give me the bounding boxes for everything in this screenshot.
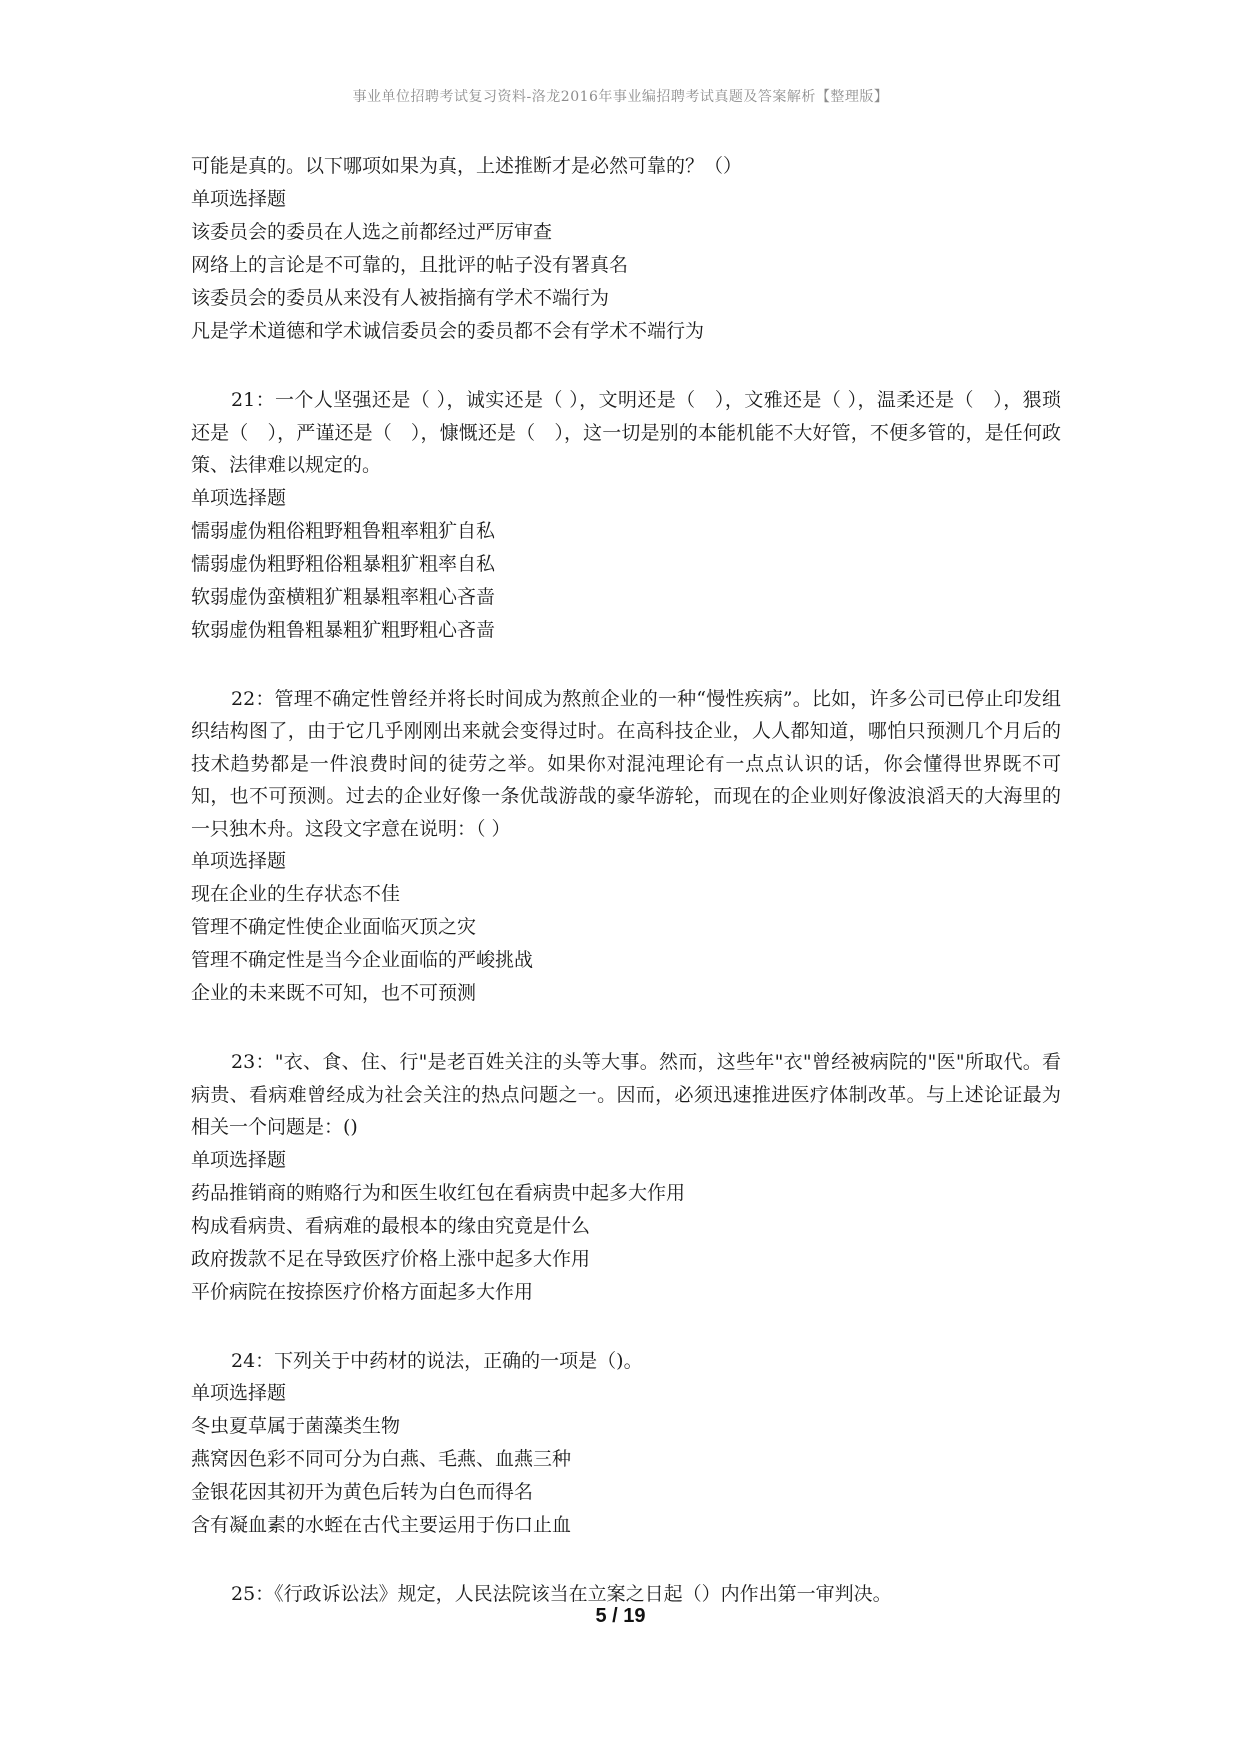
option: 管理不确定性使企业面临灭顶之灾 [191,916,477,938]
question-type: 单项选择题 [191,1382,287,1404]
question-20-continuation [191,150,1061,348]
option: 该委员会的委员在人选之前都经过严厉审查 [191,221,553,243]
question-23 [191,1046,1061,1309]
question-type: 单项选择题 [191,850,287,872]
question-stem-continuation: 可能是真的。以下哪项如果为真，上述推断才是必然可靠的？（） [191,155,743,177]
question-24 [191,1345,1061,1543]
option: 该委员会的委员从来没有人被指摘有学术不端行为 [191,287,610,309]
page-number: 5 / 19 [595,1605,646,1627]
question-stem: 25：《行政诉讼法》规定，人民法院该当在立案之日起（）内作出第一审判决。 [231,1583,892,1605]
question-stem: 22：管理不确定性曾经并将长时间成为熬煎企业的一种“慢性疾病”。比如，许多公司已停止印发组织结构图了，由于它几乎刚刚出来就会变得过时。在高科技企业，人人都知道，哪怕只预测几个月后的技术趋势都是一件浪费时间的徒劳之举。如果你对混沌理论有一点点认识的话，你会懂得世界既不可知，也不可预测。过去的企业好像一条优哉游哉的豪华游轮，而现在的企业则好像波浪滔天的大海里的一只独木舟。这段文字意在说明：（ ） [191,687,1061,840]
option: 企业的未来既不可知，也不可预测 [191,982,477,1004]
option: 构成看病贵、看病难的最根本的缘由究竟是什么 [191,1214,591,1237]
option: 网络上的言论是不可靠的，且批评的帖子没有署真名 [191,254,629,276]
option: 冬虫夏草属于菌藻类生物 [191,1415,401,1437]
question-type: 单项选择题 [191,486,287,509]
option: 平价病院在按捺医疗价格方面起多大作用 [191,1280,534,1303]
question-type: 单项选择题 [191,1148,287,1171]
option: 金银花因其初开为黄色后转为白色而得名 [191,1481,534,1503]
option: 软弱虚伪蛮横粗犷粗暴粗率粗心吝啬 [191,585,496,608]
option: 现在企业的生存状态不佳 [191,883,401,905]
option: 政府拨款不足在导致医疗价格上涨中起多大作用 [191,1247,591,1270]
option: 燕窝因色彩不同可分为白燕、毛燕、血燕三种 [191,1448,572,1470]
option: 药品推销商的贿赂行为和医生收红包在看病贵中起多大作用 [191,1181,686,1204]
option: 懦弱虚伪粗野粗俗粗暴粗犷粗率自私 [191,552,496,575]
question-stem: 21：一个人坚强还是（ ），诚实还是（ ），文明还是（ ），文雅还是（ ），温柔还是（ ），猥琐还是（ ），严谨还是（ ），慷慨还是（ ），这一切是别的本能机能不大好管，不便多管的，是任何政策、法律难以规定的。 [191,389,1061,476]
option: 懦弱虚伪粗俗粗野粗鲁粗率粗犷自私 [191,519,496,542]
option: 管理不确定性是当今企业面临的严峻挑战 [191,949,534,971]
question-stem: 24：下列关于中药材的说法，正确的一项是（)。 [231,1349,643,1372]
question-21 [191,384,1061,647]
option: 含有凝血素的水蛭在古代主要运用于伤口止血 [191,1514,572,1536]
question-type: 单项选择题 [191,188,287,210]
option: 凡是学术道德和学术诚信委员会的委员都不会有学术不端行为 [191,320,705,342]
question-22 [191,683,1061,1011]
document-body [191,150,1061,1611]
option: 软弱虚伪粗鲁粗暴粗犷粗野粗心吝啬 [191,618,496,641]
page-header: 事业单位招聘考试复习资料-洛龙2016年事业编招聘考试真题及答案解析【整理版】 [352,89,889,105]
question-stem: 23："衣、食、住、行"是老百姓关注的头等大事。然而，这些年"衣"曾经被病院的"医"所取代。看病贵、看病难曾经成为社会关注的热点问题之一。因而，必须迅速推进医疗体制改革。与上述论证最为相关一个问题是：() [191,1051,1061,1138]
